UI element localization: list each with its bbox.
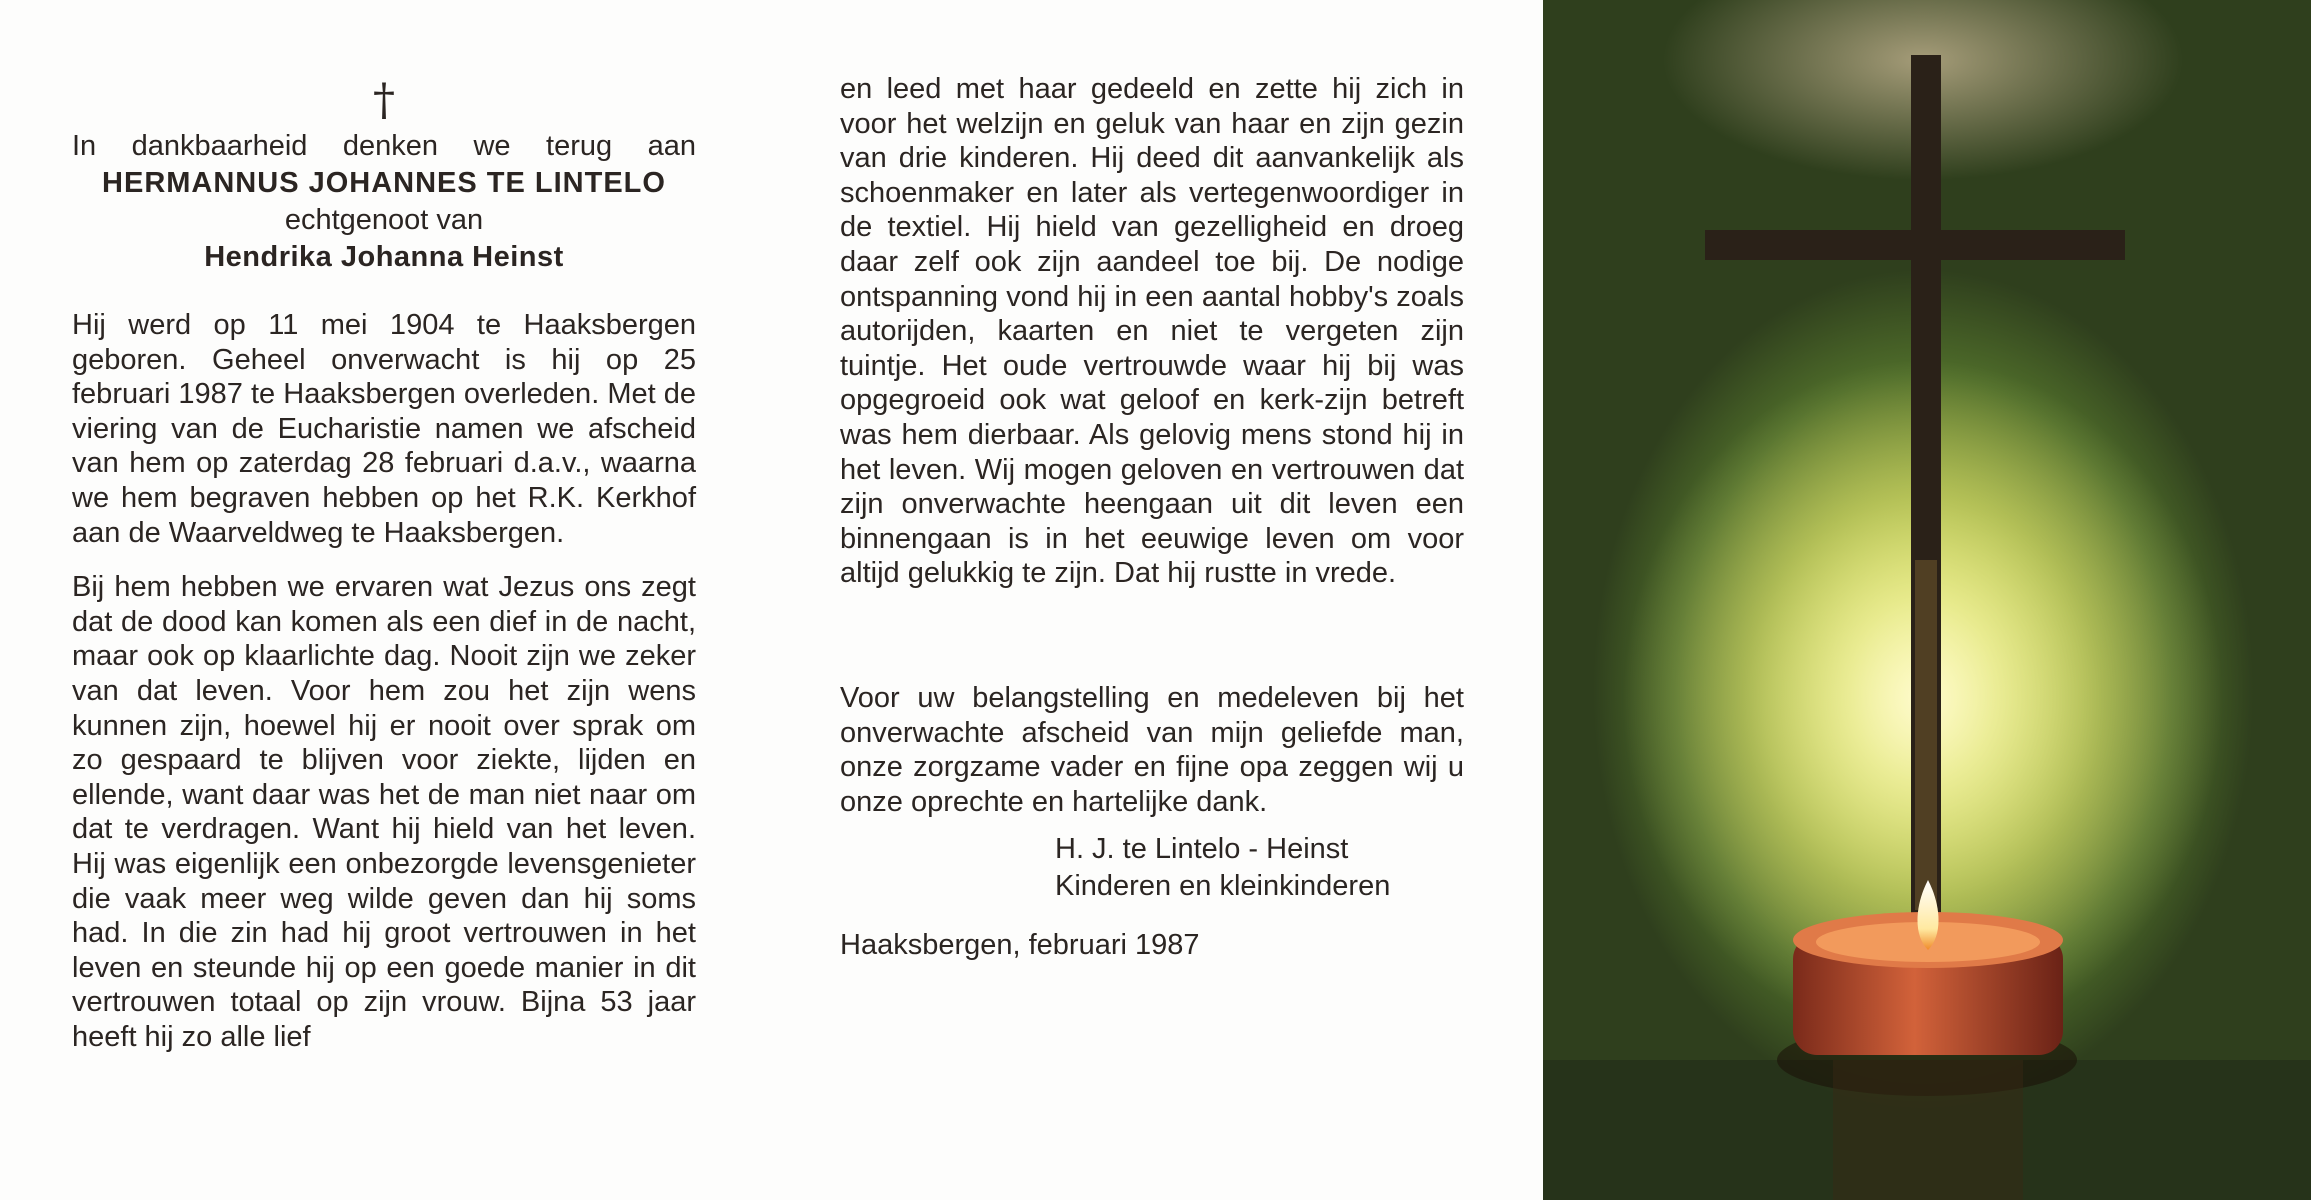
middle-text-panel [840,72,1464,964]
signature-block [1055,831,1464,905]
biography-paragraph-2: Bij hem hebben we ervaren wat Jezus ons zegt dat de dood kan komen als een dief in de nacht, maar ook op klaarlichte dag. Nooit zijn we zeker van dat leven. Voor hem zou het zijn wens kunnen zijn, hoewel hij er nooit over sprak om zo gespaard te blijven voor ziekte, lijden en ellende, want daar was het de man niet naar om dat te verdragen. Want hij hield van het leven. Hij was eigenlijk een onbezorgde levensgenieter die vaak meer weg wilde geven dan hij soms had. In die zin had hij groot vertrouwen in het leven en steunde hij op een goede manier in dit vertrouwen totaal op zijn vrouw. Bijna 53 jaar heeft hij zo alle lief [72,571,696,1053]
deceased-name: HERMANNUS JOHANNES TE LINTELO [102,167,666,199]
relation-line: echtgenoot van [284,204,484,236]
cross-horizontal-beam [1705,230,2125,260]
cross-candle-photo [1543,0,2311,1200]
biography-paragraph-1: Hij werd op 11 mei 1904 te Haaksbergen geboren. Geheel onverwacht is hij op 25 februari 1987 te Haaksbergen overleden. Met de viering van de Eucharistie namen we afscheid van hem op zaterdag 28 februari d.a.v., waarna we hem begraven hebben op het R.K. Kerkhof aan de Waarveldweg te Haaksbergen. [72,309,696,549]
place-date: Haaksbergen, februari 1987 [840,929,1200,962]
intro-line: In dankbaarheid denken we terug aan [72,130,696,162]
biography-paragraph-3: en leed met haar gedeeld en zette hij zich in voor het welzijn en geluk van haar en zijn gezin van drie kinderen. Hij deed dit aanvankelijk als schoenmaker en later als vertegenwoordiger in de textiel. Hij hield van gezelligheid en droeg daar zelf ook zijn aandeel toe bij. De nodige ontspanning vond hij in een aantal hobby's zoals autorijden, kaarten en niet te vergeten zijn tuintje. Het oude vertrouwde waar hij bij was opgegroeid ook wat geloof en kerk-zijn betreft was hem dierbaar. Als gelovig mens stond hij in het leven. Wij mogen geloven en vertrouwen dat zijn onverwachte heengaan uit dit leven een binnengaan is in het eeuwige leven om voor altijd gelukkig te zijn. Dat hij rustte in vrede. [840,73,1464,590]
photo-illustration [1543,0,2311,1200]
thanks-paragraph: Voor uw belangstelling en medeleven bij het onverwachte afscheid van mijn geliefde man, onze zorgzame vader en fijne opa zeggen wij u onze oprechte en hartelijke dank. [840,681,1464,818]
spouse-name: Hendrika Johanna Heinst [204,241,564,273]
signature-line-1: H. J. te Lintelo - Heinst [1055,833,1349,866]
candle-reflection [1833,1060,2023,1200]
signature-line-2: Kinderen en kleinkinderen [1055,870,1391,903]
cross-symbol: † [373,75,395,126]
left-text-panel [72,72,696,1054]
beam-highlight [1915,560,1937,910]
